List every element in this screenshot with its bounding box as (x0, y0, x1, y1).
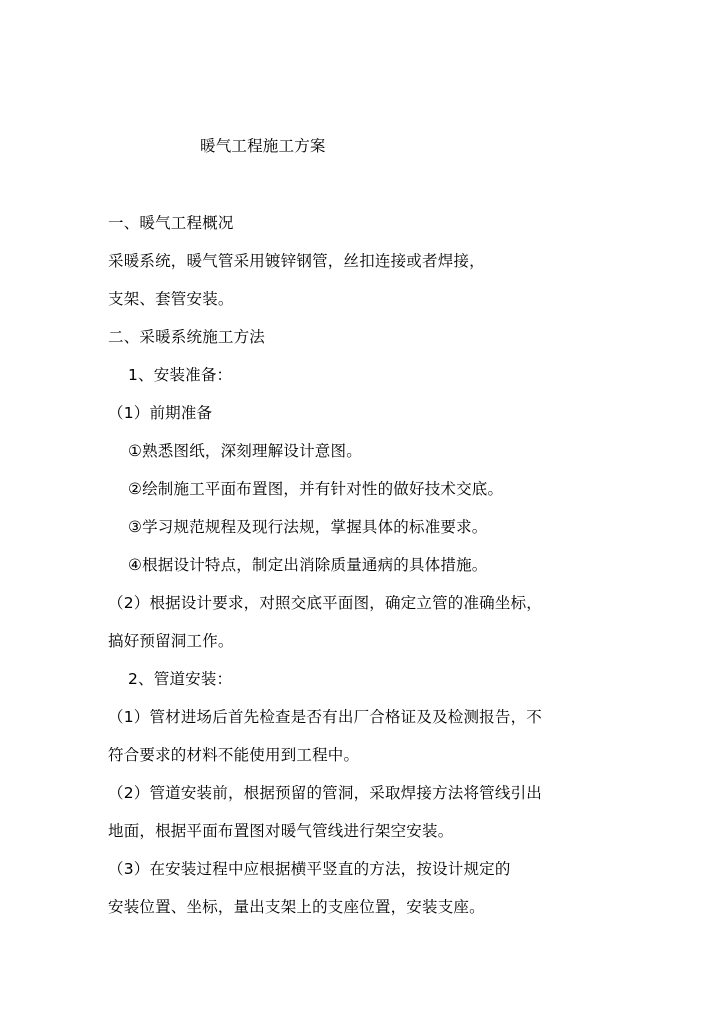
list-item-circled-1: ①熟悉图纸，深刻理解设计意图。 (128, 442, 362, 460)
list-item-circled-4: ④根据设计特点，制定出消除质量通病的具体措施。 (128, 556, 488, 574)
paragraph-line: 地面，根据平面布置图对暖气管线进行架空安装。 (108, 822, 454, 840)
paragraph-line: 符合要求的材料不能使用到工程中。 (108, 746, 360, 764)
list-item-preliminary: （1）前期准备 (108, 404, 213, 422)
heading-overview: 一、暖气工程概况 (108, 214, 234, 232)
paragraph-line: （3）在安装过程中应根据横平竖直的方法，按设计规定的 (108, 860, 511, 878)
subheading-pipe-installation: 2、管道安装： (128, 670, 233, 688)
paragraph-line: （2）根据设计要求，对照交底平面图，确定立管的准确坐标， (108, 594, 542, 612)
document-title: 暖气工程施工方案 (200, 137, 326, 155)
paragraph-line: 采暖系统，暖气管采用镀锌钢管，丝扣连接或者焊接， (108, 252, 485, 270)
paragraph-line: 支架、套管安装。 (108, 290, 234, 308)
paragraph-line: （1）管材进场后首先检查是否有出厂合格证及及检测报告，不 (108, 708, 542, 726)
paragraph-line: 安装位置、坐标，量出支架上的支座位置，安装支座。 (108, 898, 485, 916)
subheading-preparation: 1、安装准备： (128, 366, 233, 384)
list-item-circled-2: ②绘制施工平面布置图，并有针对性的做好技术交底。 (128, 480, 504, 498)
list-item-circled-3: ③学习规范规程及现行法规，掌握具体的标准要求。 (128, 518, 488, 536)
heading-methods: 二、采暖系统施工方法 (108, 328, 266, 346)
paragraph-line: 搞好预留洞工作。 (108, 632, 234, 650)
paragraph-line: （2）管道安装前，根据预留的管洞，采取焊接方法将管线引出 (108, 784, 542, 802)
